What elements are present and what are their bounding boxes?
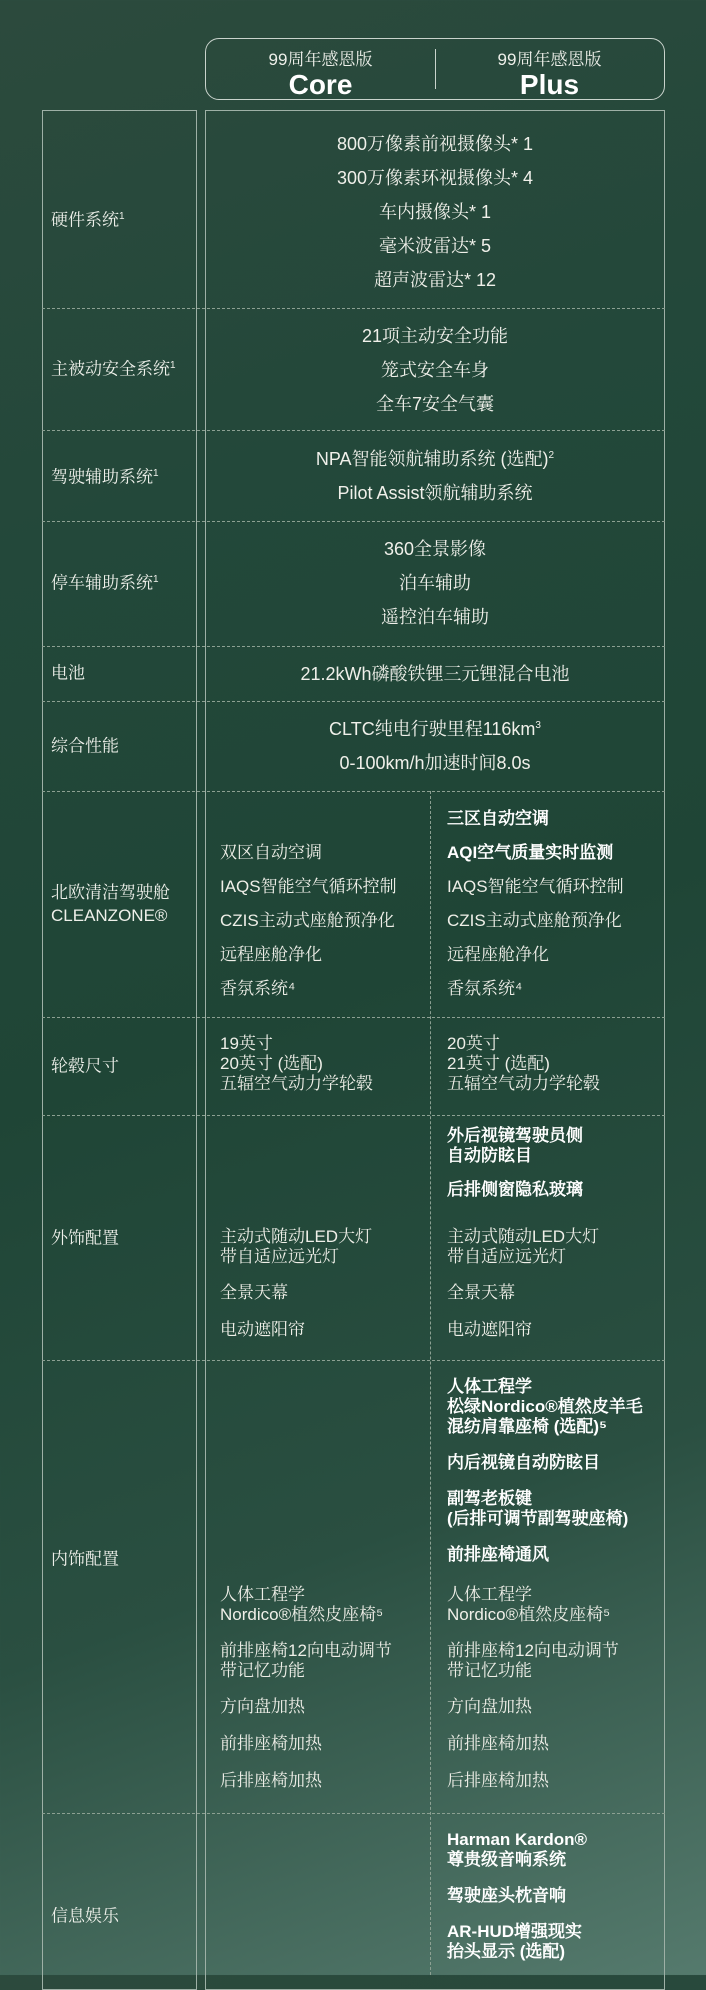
cleanzone-plus-item: 香氛系统⁴	[447, 979, 523, 998]
row-divider	[42, 521, 665, 522]
battery-label: 电池	[51, 663, 85, 683]
column-divider	[430, 791, 431, 1975]
driving-label: 驾驶辅助系统$^1$	[51, 467, 159, 487]
interior-plus-item: 带记忆功能	[447, 1661, 532, 1680]
plus-header	[435, 39, 664, 99]
cleanzone-core-item: 双区自动空调	[220, 843, 322, 862]
exterior-plus-highlight: 外后视镜驾驶员侧	[447, 1126, 583, 1145]
exterior-core-item: 全景天幕	[220, 1283, 288, 1302]
interior-plus-highlight: 松绿Nordico®植然皮羊毛	[447, 1397, 643, 1416]
interior-plus-item: 方向盘加热	[447, 1697, 532, 1716]
plus-title: Plus	[519, 69, 580, 100]
interior-plus-item: 后排座椅加热	[447, 1771, 549, 1790]
interior-plus-item: 前排座椅加热	[447, 1734, 549, 1753]
exterior-core-item: 带自适应远光灯	[220, 1247, 339, 1266]
wheels-plus-item: 21英寸 (选配)	[447, 1054, 550, 1073]
performance-item: 0-100km/h加速时间8.0s	[339, 753, 531, 773]
cleanzone-core	[220, 836, 425, 1006]
hardware-item: 800万像素前视摄像头* 1	[336, 134, 534, 154]
hardware-item: 超声波雷达* 12	[373, 270, 497, 290]
parking-item: 遥控泊车辅助	[381, 607, 489, 627]
cleanzone-plus-highlight: AQI空气质量实时监测	[447, 843, 614, 862]
row-divider	[42, 1813, 665, 1814]
battery-values	[205, 657, 665, 691]
interior-plus-highlight: 副驾老板键	[447, 1489, 532, 1508]
wheels-plus-item: 20英寸	[447, 1034, 500, 1053]
cleanzone-core-item: IAQS智能空气循环控制	[220, 877, 397, 896]
exterior-core-item: 电动遮阳帘	[220, 1320, 305, 1339]
driving-values	[205, 442, 665, 510]
interior-core-item: Nordico®植然皮座椅⁵	[220, 1605, 384, 1624]
infotainment-label: 信息娱乐	[51, 1906, 119, 1926]
interior-label: 内饰配置	[51, 1549, 119, 1569]
core-subtitle: 99周年感恩版	[268, 50, 373, 69]
row-divider	[42, 308, 665, 309]
infotainment-plus-highlight: AR-HUD增强现实	[447, 1922, 583, 1941]
hardware-item: 毫米波雷达* 5	[378, 236, 492, 256]
parking-label: 停车辅助系统$^1$	[51, 573, 159, 593]
exterior-plus-highlight: 后排侧窗隐私玻璃	[447, 1180, 583, 1199]
wheels-core-item: 20英寸 (选配)	[220, 1054, 323, 1073]
core-header	[206, 39, 435, 99]
driving-item: NPA智能领航辅助系统 (选配)$^2$	[315, 449, 555, 469]
hardware-item: 300万像素环视摄像头* 4	[336, 168, 534, 188]
driving-item: Pilot Assist领航辅助系统	[337, 483, 533, 503]
interior-core-item: 人体工程学	[220, 1585, 305, 1604]
row-divider	[42, 430, 665, 431]
interior-plus-item: 前排座椅12向电动调节	[447, 1641, 619, 1660]
interior-core-item: 带记忆功能	[220, 1661, 305, 1680]
parking-item: 360全景影像	[383, 539, 487, 559]
infotainment-plus-highlight: 尊贵级音响系统	[447, 1850, 566, 1869]
parking-item: 泊车辅助	[399, 573, 471, 593]
wheels-core-item: 五辐空气动力学轮毂	[220, 1074, 373, 1093]
row-divider	[42, 791, 665, 792]
interior-plus-highlight: 内后视镜自动防眩目	[447, 1453, 600, 1472]
exterior-plus-item: 全景天幕	[447, 1283, 515, 1302]
interior-plus	[447, 1585, 662, 1791]
wheels-plus	[447, 1034, 662, 1094]
row-divider	[42, 701, 665, 702]
interior-core-item: 前排座椅12向电动调节	[220, 1641, 392, 1660]
cleanzone-core-item: 远程座舱净化	[220, 945, 322, 964]
interior-core-item: 前排座椅加热	[220, 1734, 322, 1753]
version-header	[205, 38, 665, 100]
interior-plus-highlight: 人体工程学	[447, 1377, 532, 1396]
plus-subtitle: 99周年感恩版	[497, 50, 602, 69]
exterior-core	[220, 1227, 425, 1340]
interior-plus-item: Nordico®植然皮座椅⁵	[447, 1605, 611, 1624]
parking-values	[205, 532, 665, 634]
wheels-plus-item: 五辐空气动力学轮毂	[447, 1074, 600, 1093]
row-divider	[42, 1115, 665, 1116]
wheels-core	[220, 1034, 425, 1094]
cleanzone-plus-item: CZIS主动式座舱预净化	[447, 911, 622, 930]
cleanzone-plus-highlight: 三区自动空调	[447, 809, 549, 828]
exterior-plus-item: 电动遮阳帘	[447, 1320, 532, 1339]
interior-plus-highlight: 混纺肩靠座椅 (选配)⁵	[447, 1417, 608, 1436]
performance-values	[205, 712, 665, 780]
exterior-plus-highlight: 自动防眩目	[447, 1146, 532, 1165]
infotainment-plus	[447, 1830, 662, 1962]
cleanzone-plus-item: 远程座舱净化	[447, 945, 549, 964]
hardware-label: 硬件系统$^1$	[51, 210, 125, 230]
infotainment-plus-highlight: Harman Kardon®	[447, 1830, 588, 1849]
infotainment-plus-highlight: 驾驶座头枕音响	[447, 1886, 566, 1905]
safety-item: 笼式安全车身	[381, 360, 489, 380]
safety-values	[205, 319, 665, 421]
core-title: Core	[288, 69, 353, 100]
hardware-item: 车内摄像头* 1	[378, 202, 492, 222]
row-divider	[42, 1017, 665, 1018]
hardware-values	[205, 127, 665, 297]
exterior-plus	[447, 1227, 662, 1340]
cleanzone-core-item: CZIS主动式座舱预净化	[220, 911, 395, 930]
label-column	[42, 110, 197, 1990]
wheels-core-item: 19英寸	[220, 1034, 273, 1053]
battery-item: 21.2kWh磷酸铁锂三元锂混合电池	[300, 664, 570, 684]
cleanzone-core-item: 香氛系统⁴	[220, 979, 296, 998]
exterior-plus-item: 主动式随动LED大灯	[447, 1227, 600, 1246]
cleanzone-label: 北欧清洁驾驶舱 CLEANZONE®	[51, 883, 170, 925]
infotainment-plus-highlight: 抬头显示 (选配)	[447, 1942, 566, 1961]
exterior-label: 外饰配置	[51, 1228, 119, 1248]
row-divider	[42, 1360, 665, 1361]
cleanzone-plus	[447, 802, 662, 1006]
interior-plus-highlights	[447, 1377, 662, 1565]
interior-plus-highlight: 前排座椅通风	[447, 1545, 549, 1564]
interior-core	[220, 1585, 425, 1791]
interior-plus-highlight: (后排可调节副驾驶座椅)	[447, 1509, 629, 1528]
safety-item: 21项主动安全功能	[361, 326, 509, 346]
exterior-core-item: 主动式随动LED大灯	[220, 1227, 373, 1246]
interior-plus-item: 人体工程学	[447, 1585, 532, 1604]
cleanzone-plus-item: IAQS智能空气循环控制	[447, 877, 624, 896]
wheels-label: 轮毂尺寸	[51, 1056, 119, 1076]
interior-core-item: 方向盘加热	[220, 1697, 305, 1716]
exterior-plus-item: 带自适应远光灯	[447, 1247, 566, 1266]
performance-label: 综合性能	[51, 736, 119, 756]
safety-item: 全车7安全气囊	[375, 394, 494, 414]
safety-label: 主被动安全系统$^1$	[51, 359, 176, 379]
performance-item: CLTC纯电行驶里程$116km^3$	[329, 719, 541, 739]
interior-core-item: 后排座椅加热	[220, 1771, 322, 1790]
row-divider	[42, 646, 665, 647]
exterior-plus-highlights	[447, 1126, 662, 1200]
